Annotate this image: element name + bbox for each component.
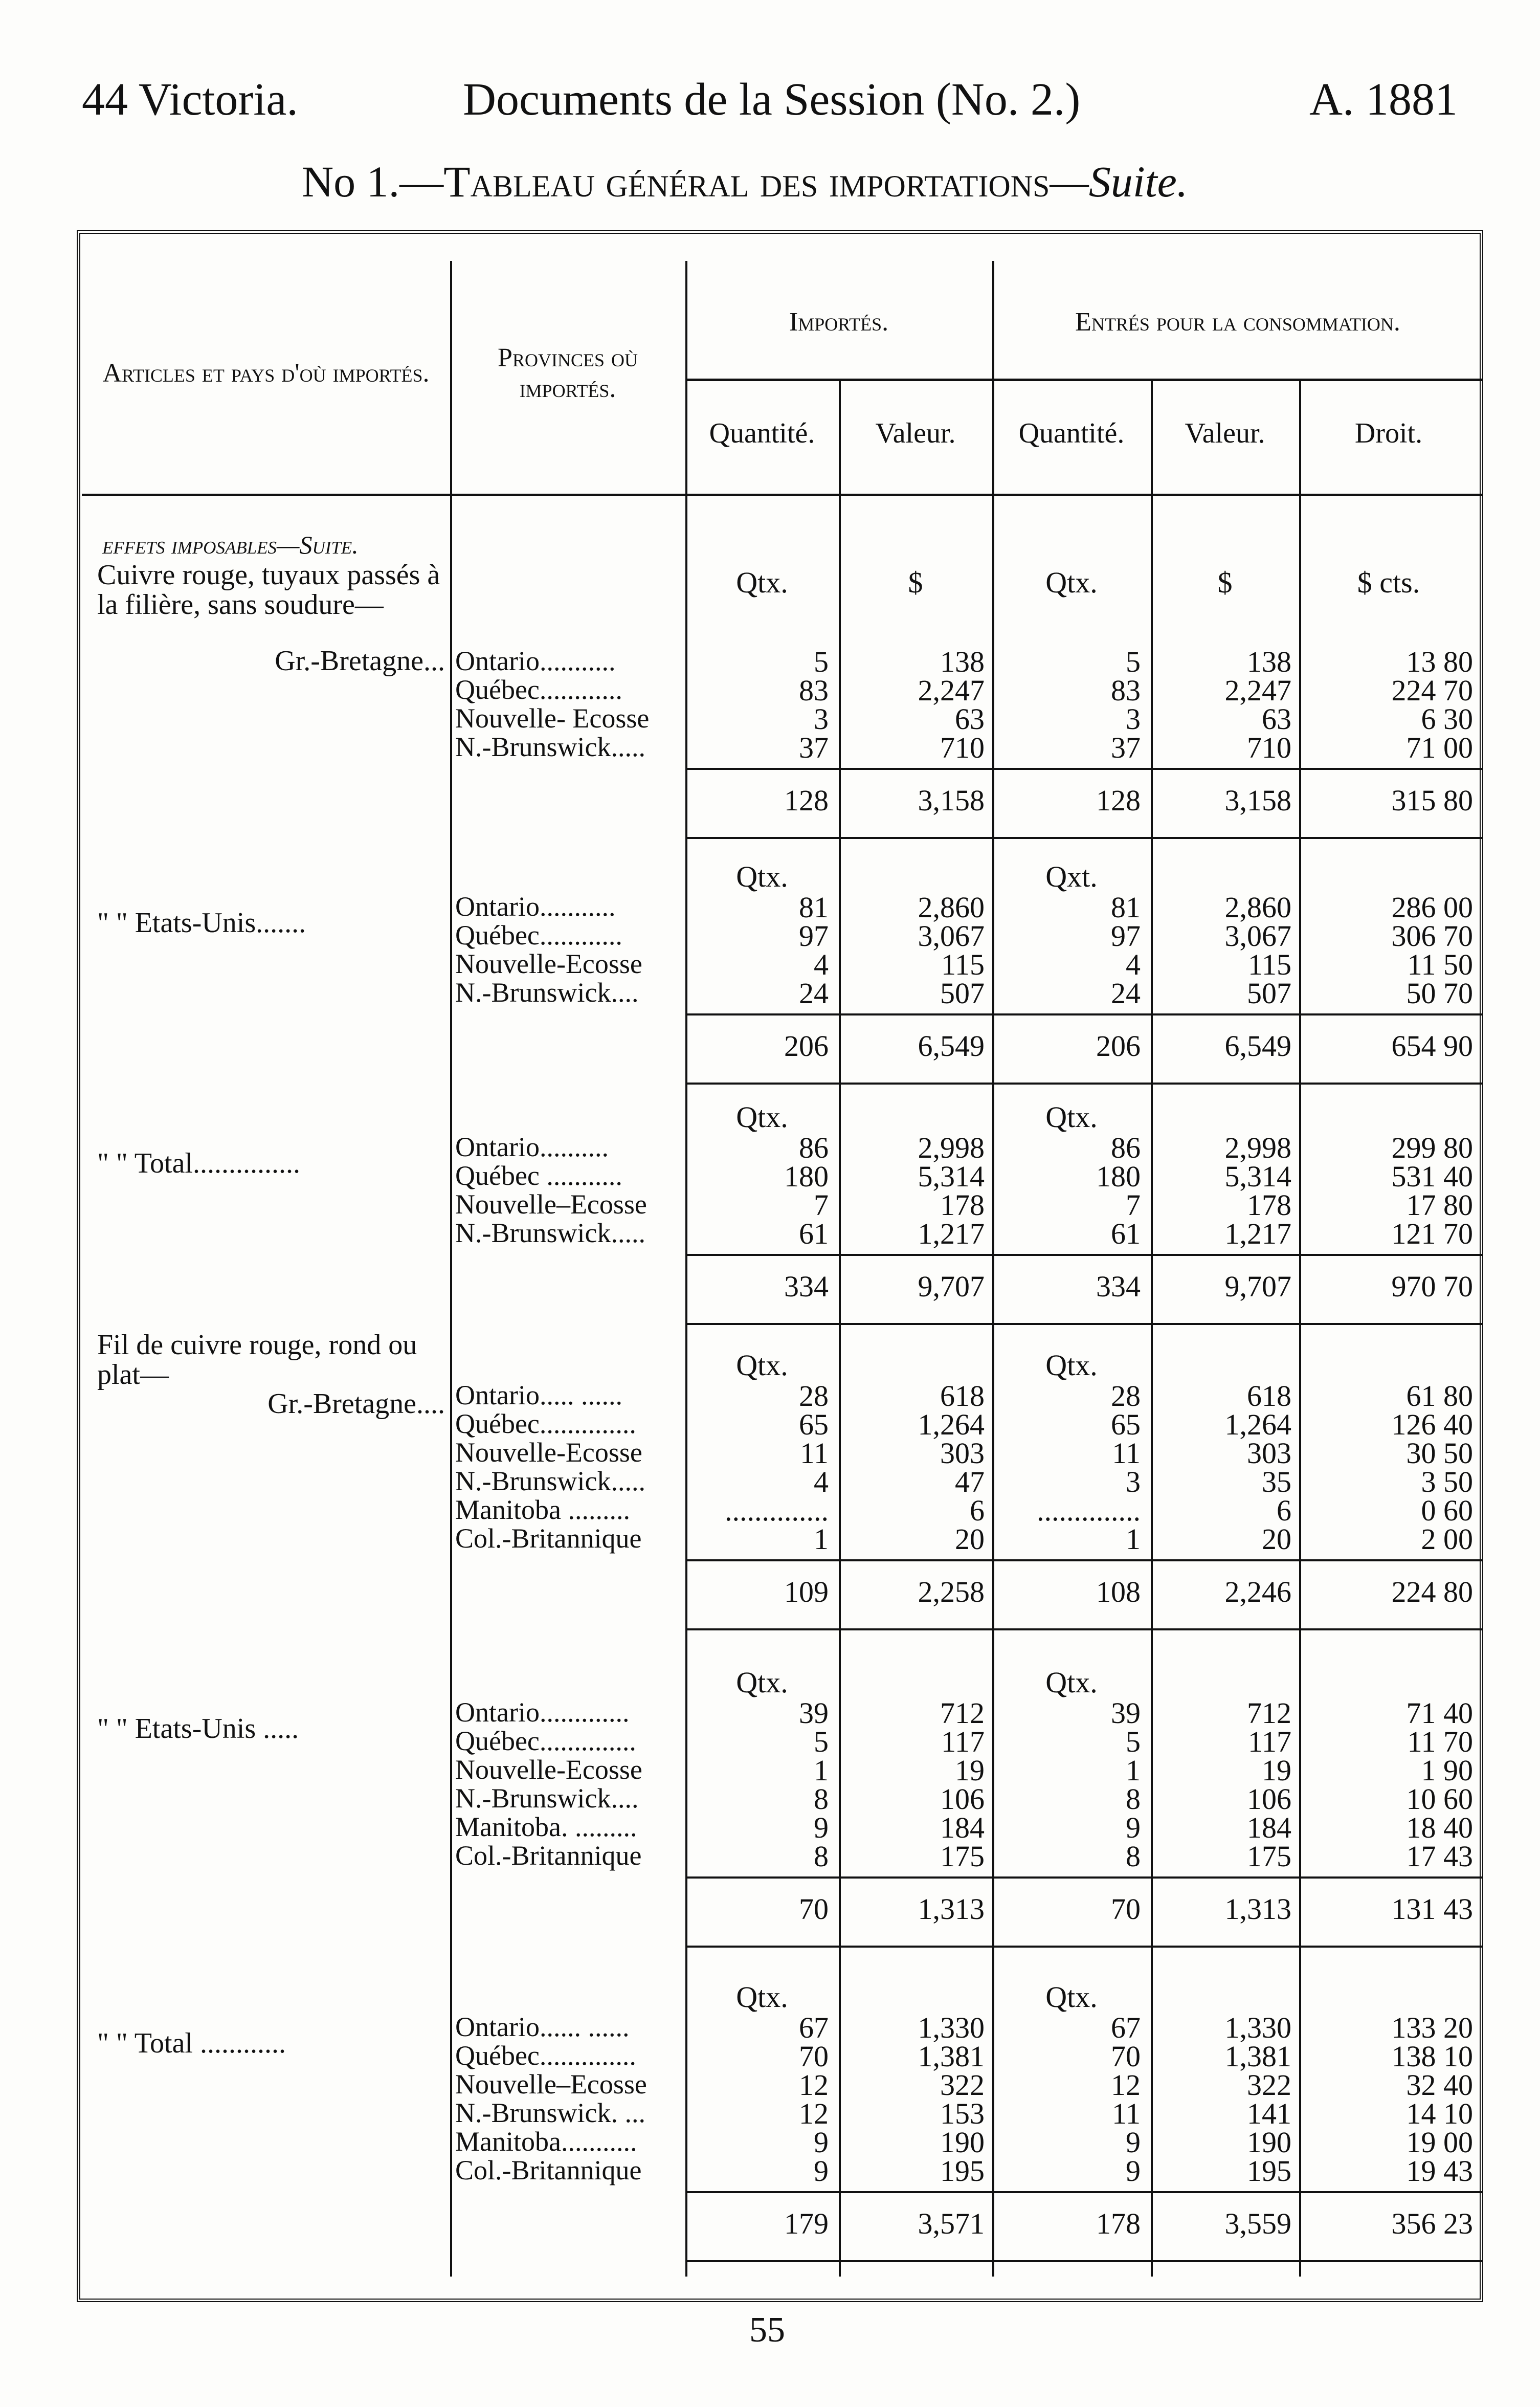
col-header-provinces: Provinces où importés. [498, 343, 638, 403]
cell-cv: 106 [1247, 1782, 1291, 1816]
group-unit-imp: Qtx. [736, 1100, 788, 1134]
col-header-cons-val: Valeur. [1185, 417, 1265, 449]
cell-iv: 710 [940, 731, 985, 764]
cell-iv: 175 [940, 1840, 985, 1873]
total-cv: 3,158 [1224, 784, 1291, 817]
cell-d: 299 80 [1391, 1131, 1473, 1164]
col-rule-articles [450, 261, 452, 2277]
cell-d: 126 40 [1391, 1408, 1473, 1441]
cell-d: 286 00 [1391, 891, 1473, 924]
table-title-text: Tableau général des importations [443, 157, 1050, 206]
header-center: Documents de la Session (No. 2.) [463, 74, 1081, 125]
article-label: " " Etats-Unis ..... [97, 1713, 299, 1744]
cell-cq: 9 [1126, 1811, 1141, 1844]
cell-cq: 9 [1126, 2154, 1141, 2188]
cell-iv: 115 [941, 948, 985, 981]
cell-iv: 47 [955, 1465, 985, 1498]
cell-iq: 24 [799, 977, 829, 1010]
total-cv: 1,313 [1224, 1892, 1291, 1926]
cell-iq: 1 [814, 1522, 829, 1556]
cell-cq: 37 [1111, 731, 1141, 764]
province-label: N.-Brunswick.... [455, 977, 639, 1008]
province-label: Ontario........... [455, 891, 616, 922]
total-d: 654 90 [1391, 1029, 1473, 1063]
cell-cq: 39 [1111, 1696, 1141, 1730]
cell-cq: 4 [1126, 948, 1141, 981]
article-country: Gr.-Bretagne... [275, 645, 445, 677]
cell-iv: 507 [940, 977, 985, 1010]
cell-cq: 1 [1126, 1754, 1141, 1787]
cell-cq: 180 [1096, 1160, 1141, 1193]
group-end-rule [685, 837, 1483, 839]
province-label: N.-Brunswick..... [455, 1218, 645, 1248]
province-label: Ontario..... ...... [455, 1380, 622, 1410]
cell-cv: 2,860 [1224, 891, 1291, 924]
cell-iq: 11 [800, 1437, 829, 1470]
total-cv: 3,559 [1224, 2207, 1291, 2240]
cell-iv: 1,217 [918, 1217, 985, 1250]
group-unit-imp: Qtx. [736, 1349, 788, 1382]
group-unit-cons: Qtx. [1045, 1980, 1098, 2014]
unit-imp-qty: Qtx. [736, 566, 788, 599]
col-header-consumption: Entrés pour la consommation. [1075, 307, 1400, 337]
cell-iq: 97 [799, 919, 829, 953]
cell-iv: 1,381 [918, 2040, 985, 2073]
cell-cv: 303 [1247, 1437, 1291, 1470]
cell-cq: 11 [1112, 1437, 1141, 1470]
cell-iv: 2,860 [918, 891, 985, 924]
cell-cq: .............. [1037, 1494, 1141, 1527]
cell-iv: 618 [940, 1379, 985, 1412]
cell-iv: 106 [940, 1782, 985, 1816]
cell-iq: 7 [814, 1188, 829, 1222]
article-label: Fil de cuivre rouge, rond ou plat— [97, 1329, 417, 1390]
province-label: N.-Brunswick.... [455, 1783, 639, 1814]
cell-iq: 9 [814, 1811, 829, 1844]
cell-cv: 2,247 [1224, 674, 1291, 707]
total-cv: 2,246 [1224, 1575, 1291, 1608]
cell-cv: 195 [1247, 2154, 1291, 2188]
col-header-cons-qty: Quantité. [1018, 417, 1125, 449]
cell-iv: 712 [940, 1696, 985, 1730]
province-label: N.-Brunswick..... [455, 1466, 645, 1496]
cell-cq: 8 [1126, 1782, 1141, 1816]
cell-cv: 1,264 [1224, 1408, 1291, 1441]
cell-iv: 195 [940, 2154, 985, 2188]
province-label: Nouvelle-Ecosse [455, 1754, 642, 1785]
cell-cq: 5 [1126, 1725, 1141, 1758]
cell-iq: 8 [814, 1782, 829, 1816]
total-cq: 108 [1096, 1575, 1141, 1608]
cell-iv: 6 [970, 1494, 985, 1527]
article-label: " " Total............... [97, 1147, 300, 1179]
province-label: Manitoba........... [455, 2126, 637, 2157]
header-right: A. 1881 [1309, 74, 1458, 125]
cell-iq: 61 [799, 1217, 829, 1250]
cell-cv: 322 [1247, 2068, 1291, 2102]
cell-cq: 61 [1111, 1217, 1141, 1250]
total-cq: 206 [1096, 1029, 1141, 1063]
province-label: Québec............ [455, 674, 622, 705]
cell-iv: 63 [955, 702, 985, 736]
total-cq: 70 [1111, 1892, 1141, 1926]
cell-cv: 175 [1247, 1840, 1291, 1873]
cell-iv: 184 [940, 1811, 985, 1844]
cell-d: 306 70 [1391, 919, 1473, 953]
province-label: Ontario.......... [455, 1132, 609, 1162]
cell-iv: 19 [955, 1754, 985, 1787]
cell-iq: 180 [784, 1160, 829, 1193]
cell-cq: 81 [1111, 891, 1141, 924]
total-iq: 179 [784, 2207, 829, 2240]
province-label: Québec............ [455, 920, 622, 951]
cell-d: 224 70 [1391, 674, 1473, 707]
total-iq: 334 [784, 1270, 829, 1303]
cell-d: 19 00 [1406, 2126, 1473, 2159]
cell-cq: 3 [1126, 702, 1141, 736]
cell-cv: 1,330 [1224, 2011, 1291, 2044]
cell-iv: 1,330 [918, 2011, 985, 2044]
province-label: Québec.............. [455, 2040, 636, 2071]
cell-d: 133 20 [1391, 2011, 1473, 2044]
cell-cv: 141 [1247, 2097, 1291, 2130]
province-label: Manitoba ......... [455, 1494, 630, 1525]
cell-cv: 507 [1247, 977, 1291, 1010]
cell-d: 2 00 [1421, 1522, 1473, 1556]
group-end-rule [685, 1946, 1483, 1948]
group-unit-imp: Qtx. [736, 1980, 788, 2014]
cell-iv: 153 [940, 2097, 985, 2130]
cell-iq: 4 [814, 948, 829, 981]
cell-d: 17 80 [1406, 1188, 1473, 1222]
cell-iv: 322 [940, 2068, 985, 2102]
total-cv: 6,549 [1224, 1029, 1291, 1063]
cell-cv: 19 [1262, 1754, 1291, 1787]
group-end-rule [685, 1323, 1483, 1325]
province-label: Nouvelle–Ecosse [455, 2069, 647, 2100]
cell-iv: 190 [940, 2126, 985, 2159]
province-label: Nouvelle–Ecosse [455, 1189, 647, 1220]
header-bottom-rule [82, 494, 1483, 496]
article-label: " " Etats-Unis....... [97, 907, 306, 939]
cell-d: 50 70 [1406, 977, 1473, 1010]
cell-d: 1 90 [1421, 1754, 1473, 1787]
cell-cq: 28 [1111, 1379, 1141, 1412]
cell-cv: 138 [1247, 645, 1291, 678]
total-iv: 9,707 [918, 1270, 985, 1303]
sum-rule [685, 1559, 1483, 1561]
col-rule-provinces [685, 261, 687, 2277]
cell-d: 19 43 [1406, 2154, 1473, 2188]
cell-d: 11 50 [1407, 948, 1473, 981]
col-header-imp-qty: Quantité. [709, 417, 815, 449]
cell-d: 6 30 [1421, 702, 1473, 736]
province-label: Ontario............. [455, 1697, 630, 1728]
group-end-rule [685, 1083, 1483, 1085]
cell-cq: 7 [1126, 1188, 1141, 1222]
cell-cv: 1,381 [1224, 2040, 1291, 2073]
total-cv: 9,707 [1224, 1270, 1291, 1303]
cell-cv: 710 [1247, 731, 1291, 764]
province-label: N.-Brunswick. ... [455, 2097, 645, 2128]
cell-d: 32 40 [1406, 2068, 1473, 2102]
cell-cq: 11 [1112, 2097, 1141, 2130]
total-iv: 3,571 [918, 2207, 985, 2240]
cell-cq: 1 [1126, 1522, 1141, 1556]
cell-iv: 2,247 [918, 674, 985, 707]
total-iv: 2,258 [918, 1575, 985, 1608]
group-unit-cons: Qtx. [1045, 1100, 1098, 1134]
group-unit-imp: Qtx. [736, 1666, 788, 1699]
group-end-rule [685, 2260, 1483, 2262]
province-label: Québec.............. [455, 1726, 636, 1756]
cell-cq: 9 [1126, 2126, 1141, 2159]
cell-iv: 1,264 [918, 1408, 985, 1441]
header-subrule [685, 379, 1483, 381]
cell-d: 14 10 [1406, 2097, 1473, 2130]
total-d: 356 23 [1391, 2207, 1473, 2240]
total-cq: 334 [1096, 1270, 1141, 1303]
province-label: Col.-Britannique [455, 1523, 642, 1554]
total-iq: 109 [784, 1575, 829, 1608]
province-label: N.-Brunswick..... [455, 732, 645, 762]
unit-imp-val: $ [908, 566, 923, 599]
total-d: 315 80 [1391, 784, 1473, 817]
sum-rule [685, 1013, 1483, 1015]
cell-d: 121 70 [1391, 1217, 1473, 1250]
unit-duty: $ cts. [1357, 566, 1420, 599]
province-label: Québec.............. [455, 1408, 636, 1439]
group-unit-cons: Qxt. [1045, 860, 1098, 893]
cell-iq: 67 [799, 2011, 829, 2044]
total-cq: 178 [1096, 2207, 1141, 2240]
province-label: Manitoba. ......... [455, 1812, 637, 1842]
cell-cv: 6 [1277, 1494, 1291, 1527]
cell-iq: 8 [814, 1840, 829, 1873]
cell-cq: 5 [1126, 645, 1141, 678]
cell-iv: 5,314 [918, 1160, 985, 1193]
header-left: 44 Victoria. [82, 74, 298, 125]
cell-iq: 39 [799, 1696, 829, 1730]
sum-rule [685, 768, 1483, 770]
cell-cv: 20 [1262, 1522, 1291, 1556]
cell-cv: 2,998 [1224, 1131, 1291, 1164]
cell-d: 71 00 [1406, 731, 1473, 764]
group-end-rule [685, 1628, 1483, 1630]
category-label: effets imposables—Suite. [102, 531, 359, 559]
cell-d: 18 40 [1406, 1811, 1473, 1844]
group-unit-cons: Qtx. [1045, 1349, 1098, 1382]
cell-iv: 20 [955, 1522, 985, 1556]
cell-cv: 712 [1247, 1696, 1291, 1730]
cell-cv: 117 [1248, 1725, 1291, 1758]
cell-cv: 1,217 [1224, 1217, 1291, 1250]
col-rule-imp-val [992, 261, 994, 2277]
article-country: Gr.-Bretagne.... [267, 1388, 445, 1420]
total-iv: 3,158 [918, 784, 985, 817]
cell-cq: 67 [1111, 2011, 1141, 2044]
cell-cq: 97 [1111, 919, 1141, 953]
cell-iq: 1 [814, 1754, 829, 1787]
province-label: Nouvelle- Ecosse [455, 703, 650, 734]
cell-cv: 35 [1262, 1465, 1291, 1498]
cell-cv: 618 [1247, 1379, 1291, 1412]
total-iv: 6,549 [918, 1029, 985, 1063]
unit-cons-qty: Qtx. [1045, 566, 1098, 599]
cell-cq: 86 [1111, 1131, 1141, 1164]
cell-d: 13 80 [1406, 645, 1473, 678]
cell-d: 30 50 [1406, 1437, 1473, 1470]
total-iv: 1,313 [918, 1892, 985, 1926]
sum-rule [685, 1876, 1483, 1879]
total-cq: 128 [1096, 784, 1141, 817]
cell-iq: 9 [814, 2126, 829, 2159]
total-d: 970 70 [1391, 1270, 1473, 1303]
cell-cv: 3,067 [1224, 919, 1291, 953]
col-header-imported: Importés. [789, 307, 889, 337]
cell-iq: 4 [814, 1465, 829, 1498]
col-header-imp-val: Valeur. [875, 417, 956, 449]
cell-cq: 65 [1111, 1408, 1141, 1441]
cell-iq: 65 [799, 1408, 829, 1441]
table-title-number: No 1.— [302, 157, 444, 206]
cell-cv: 178 [1247, 1188, 1291, 1222]
cell-d: 71 40 [1406, 1696, 1473, 1730]
province-label: Col.-Britannique [455, 1840, 642, 1871]
table-title [302, 156, 1188, 207]
cell-iq: 12 [799, 2097, 829, 2130]
cell-cv: 190 [1247, 2126, 1291, 2159]
cell-iv: 303 [940, 1437, 985, 1470]
total-d: 131 43 [1391, 1892, 1473, 1926]
total-d: 224 80 [1391, 1575, 1473, 1608]
cell-iq: 86 [799, 1131, 829, 1164]
province-label: Ontario........... [455, 646, 616, 676]
group-unit-cons: Qtx. [1045, 1666, 1098, 1699]
cell-iq: 12 [799, 2068, 829, 2102]
province-label: Ontario...... ...... [455, 2012, 630, 2042]
total-iq: 206 [784, 1029, 829, 1063]
cell-cv: 115 [1248, 948, 1291, 981]
cell-iq: 83 [799, 674, 829, 707]
cell-d: 10 60 [1406, 1782, 1473, 1816]
col-header-duty: Droit. [1354, 417, 1423, 449]
cell-iq: 9 [814, 2154, 829, 2188]
cell-iq: 37 [799, 731, 829, 764]
cell-cq: 12 [1111, 2068, 1141, 2102]
cell-iv: 3,067 [918, 919, 985, 953]
cell-iq: 81 [799, 891, 829, 924]
cell-cq: 70 [1111, 2040, 1141, 2073]
article-label: Cuivre rouge, tuyaux passés à la filière, sans soudure— [97, 559, 440, 621]
table-title-suffix: —Suite. [1050, 157, 1188, 206]
cell-d: 61 80 [1406, 1379, 1473, 1412]
cell-d: 3 50 [1421, 1465, 1473, 1498]
page-number: 55 [749, 2310, 785, 2350]
cell-d: 0 60 [1421, 1494, 1473, 1527]
cell-iv: 117 [941, 1725, 985, 1758]
total-iq: 128 [784, 784, 829, 817]
cell-cq: 8 [1126, 1840, 1141, 1873]
cell-d: 531 40 [1391, 1160, 1473, 1193]
cell-cq: 24 [1111, 977, 1141, 1010]
cell-cv: 5,314 [1224, 1160, 1291, 1193]
cell-iv: 178 [940, 1188, 985, 1222]
cell-iq: 5 [814, 1725, 829, 1758]
cell-iq: 70 [799, 2040, 829, 2073]
sum-rule [685, 2191, 1483, 2193]
cell-cq: 3 [1126, 1465, 1141, 1498]
cell-d: 11 70 [1407, 1725, 1473, 1758]
cell-iv: 138 [940, 645, 985, 678]
cell-d: 17 43 [1406, 1840, 1473, 1873]
article-label: " " Total ............ [97, 2027, 286, 2059]
cell-iv: 2,998 [918, 1131, 985, 1164]
cell-iq: 5 [814, 645, 829, 678]
cell-cv: 63 [1262, 702, 1291, 736]
total-iq: 70 [799, 1892, 829, 1926]
group-unit-imp: Qtx. [736, 860, 788, 893]
province-label: Québec ........... [455, 1160, 622, 1191]
province-label: Nouvelle-Ecosse [455, 948, 642, 979]
cell-iq: 28 [799, 1379, 829, 1412]
sum-rule [685, 1254, 1483, 1256]
cell-cv: 184 [1247, 1811, 1291, 1844]
cell-cq: 83 [1111, 674, 1141, 707]
province-label: Col.-Britannique [455, 2155, 642, 2185]
cell-iq: 3 [814, 702, 829, 736]
col-header-articles: Articles et pays d'où importés. [102, 359, 430, 388]
cell-d: 138 10 [1391, 2040, 1473, 2073]
cell-iq: .............. [725, 1494, 829, 1527]
unit-cons-val: $ [1217, 566, 1233, 599]
province-label: Nouvelle-Ecosse [455, 1437, 642, 1468]
